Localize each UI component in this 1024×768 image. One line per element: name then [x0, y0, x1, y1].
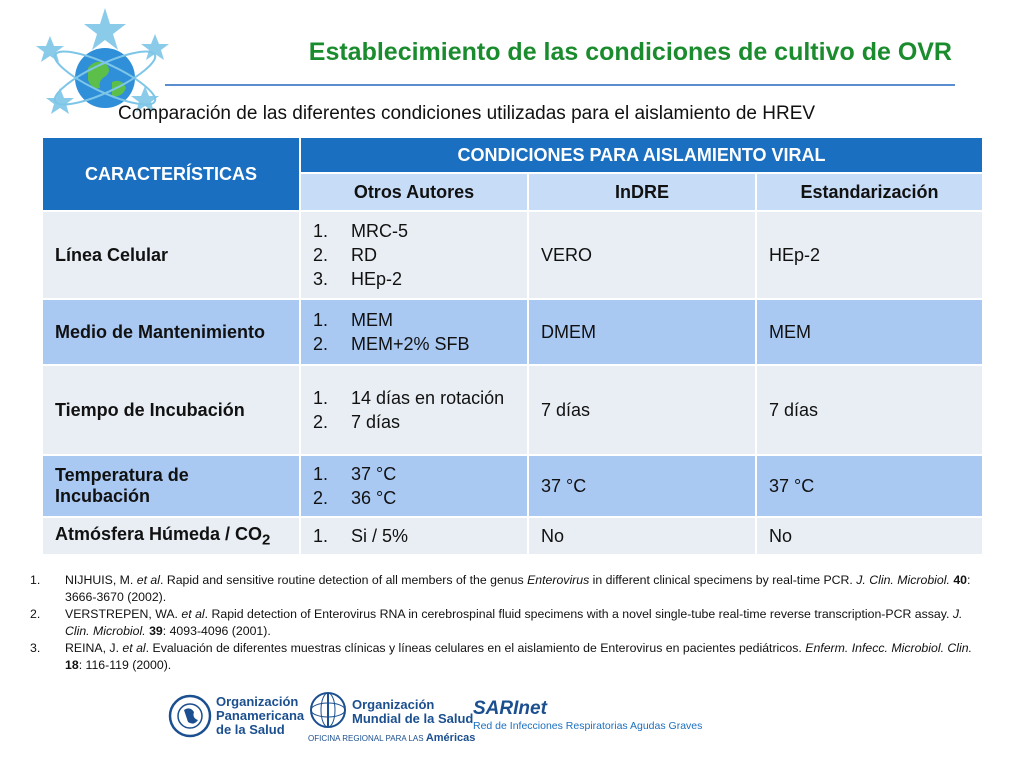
- row-label: Atmósfera Húmeda / $CO_2$: [42, 517, 300, 555]
- list-item: 1. 37 °C: [313, 464, 397, 484]
- estandarizacion-cell: No: [756, 517, 983, 555]
- ops-emblem-icon: [168, 694, 212, 738]
- list-item: 2. 36 °C: [313, 488, 397, 508]
- row-label: Medio de Mantenimiento: [42, 299, 300, 365]
- list-item: 1. MEM: [313, 310, 393, 330]
- header-otros-autores: Otros Autores: [300, 173, 528, 211]
- otros-cell: [300, 299, 528, 365]
- estandarizacion-cell: 37 °C: [756, 455, 983, 517]
- reference-item: 3. REINA, J. et al. Evaluación de diferentes muestras clínicas y líneas celulares en el aislamiento de Enterovirus en pacientes pediátricos. Enferm. Infecc. Microbiol. Clin. 18: 116-119 (2000).: [30, 641, 973, 672]
- list-item: 1. MRC-5: [313, 221, 408, 241]
- row-label: Línea Celular: [42, 211, 300, 299]
- otros-cell: [300, 211, 528, 299]
- otros-cell: [300, 455, 528, 517]
- conditions-table: [41, 136, 984, 556]
- indre-cell: No: [528, 517, 756, 555]
- title-divider: [165, 84, 955, 86]
- list-item: 3. HEp-2: [313, 269, 403, 289]
- who-emblem-icon: [308, 690, 348, 730]
- estandarizacion-cell: MEM: [756, 299, 983, 365]
- list-item: 1. 14 días en rotación: [313, 388, 505, 408]
- header-condiciones: CONDICIONES PARA AISLAMIENTO VIRAL: [300, 137, 983, 173]
- estandarizacion-cell: 7 días: [756, 365, 983, 455]
- footer-logos: Organización Panamericana de la Salud Organización Mundial de la Salud OFICINA REGIONAL PARA LAS Américas SARInet Red de Infecciones Respiratorias Agudas Graves: [168, 690, 708, 745]
- list-item: 2. 7 días: [313, 412, 401, 432]
- table-row: [42, 365, 983, 455]
- references-list: [30, 572, 990, 674]
- indre-cell: 37 °C: [528, 455, 756, 517]
- list-item: 1. Si / 5%: [313, 526, 409, 546]
- header-caracteristicas: CARACTERÍSTICAS: [42, 137, 300, 211]
- indre-cell: DMEM: [528, 299, 756, 365]
- indre-cell: VERO: [528, 211, 756, 299]
- table-row: [42, 455, 983, 517]
- estandarizacion-cell: HEp-2: [756, 211, 983, 299]
- header-indre: InDRE: [528, 173, 756, 211]
- table-row: [42, 211, 983, 299]
- page-title: Establecimiento de las condiciones de cultivo de OVR: [308, 38, 952, 66]
- sarinet-logo: SARInet Red de Infecciones Respiratorias Agudas Graves: [473, 698, 703, 732]
- reference-item: 2. VERSTREPEN, WA. et al. Rapid detection of Enterovirus RNA in cerebrospinal fluid specimens with a novel single-tube real-time reverse transcription-PCR assay. J. Clin. Microbiol. 39: 4093-4096 (2001).: [30, 607, 963, 638]
- otros-cell: [300, 517, 528, 555]
- otros-cell: [300, 365, 528, 455]
- indre-cell: 7 días: [528, 365, 756, 455]
- list-item: 2. MEM+2% SFB: [313, 334, 470, 354]
- reference-item: 1. NIJHUIS, M. et al. Rapid and sensitive routine detection of all members of the genus Enterovirus in different clinical specimens by real-time PCR. J. Clin. Microbiol. 40: 3666-3670 (2002).: [30, 573, 971, 604]
- table-row: [42, 299, 983, 365]
- oms-regional: OFICINA REGIONAL PARA LAS Américas: [308, 732, 476, 744]
- table-row: [42, 517, 983, 555]
- list-item: 2. RD: [313, 245, 377, 265]
- row-label: Tiempo de Incubación: [42, 365, 300, 455]
- header-estandarizacion: Estandarización: [756, 173, 983, 211]
- row-label: Temperatura de Incubación: [42, 455, 300, 517]
- page-subtitle: Comparación de las diferentes condiciones utilizadas para el aislamiento de HREV: [118, 103, 816, 124]
